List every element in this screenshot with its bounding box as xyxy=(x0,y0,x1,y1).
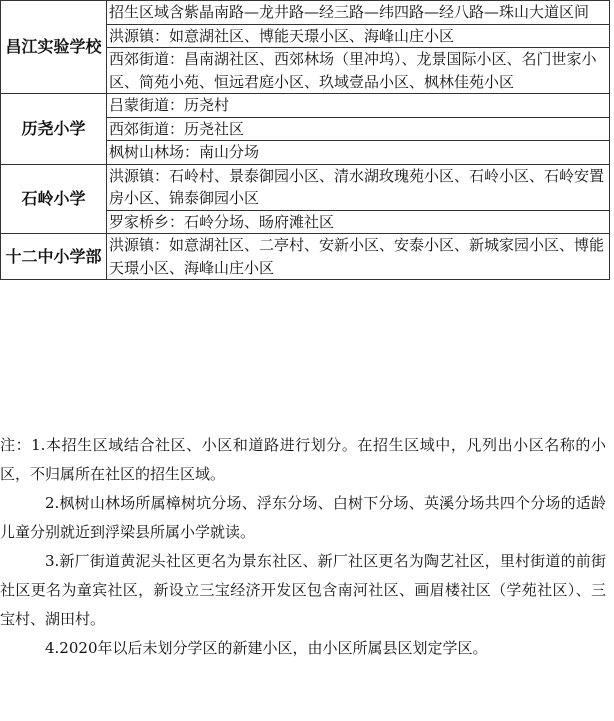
table-row xyxy=(1,164,610,210)
zone-cell: 洪源镇：如意湖社区、二亭村、安新小区、安泰小区、新城家园小区、博能天璟小区、海峰山庄小区 xyxy=(107,234,610,280)
note-1: 注：1.本招生区域结合社区、小区和道路进行划分。在招生区域中，凡列出小区名称的小区，不归属所在社区的招生区域。 xyxy=(0,436,606,483)
school-name-liyao: 历尧小学 xyxy=(1,94,107,165)
zone-cell: 招生区域含紫晶南路—龙井路—经三路—纬四路—经八路—珠山大道区间 xyxy=(107,1,610,25)
note-2: 2.枫树山林场所属樟树坑分场、浮东分场、白树下分场、英溪分场共四个分场的适龄儿童分别就近到浮梁县所属小学就读。 xyxy=(0,494,606,541)
zone-cell: 西郊街道：昌南湖社区、西郊林场（里冲坞）、龙景国际小区、名门世家小区、简苑小苑、恒远君庭小区、玖域壹品小区、枫林佳苑小区 xyxy=(107,48,610,94)
school-name-shiling: 石岭小学 xyxy=(1,164,107,234)
zone-cell: 洪源镇：如意湖社区、博能天璟小区、海峰山庄小区 xyxy=(107,24,610,48)
table-row xyxy=(1,234,610,280)
zone-cell: 西郊街道：历尧社区 xyxy=(107,117,610,141)
zone-cell: 吕蒙街道：历尧村 xyxy=(107,94,610,118)
school-name-no12: 十二中小学部 xyxy=(1,234,107,280)
zone-cell: 洪源镇：石岭村、景泰御园小区、清水湖玫瑰苑小区、石岭小区、石岭安置房小区、锦泰御园小区 xyxy=(107,164,610,210)
note-3: 3.新厂街道黄泥头社区更名为景东社区、新厂社区更名为陶艺社区，里村街道的前街社区更名为童宾社区，新设立三宝经济开发区包含南河社区、画眉楼社区（学苑社区）、三宝村、湖田村。 xyxy=(0,552,606,628)
notes-section xyxy=(0,431,606,663)
table-row xyxy=(1,1,610,25)
school-name-changjiang: 昌江实验学校 xyxy=(1,1,107,94)
note-4: 4.2020年以后未划分学区的新建小区，由小区所属县区划定学区。 xyxy=(45,639,488,657)
enrollment-zone-table xyxy=(0,0,610,280)
zone-cell: 枫树山林场：南山分场 xyxy=(107,141,610,165)
zone-cell: 罗家桥乡：石岭分场、旸府滩社区 xyxy=(107,210,610,234)
table-row xyxy=(1,94,610,118)
